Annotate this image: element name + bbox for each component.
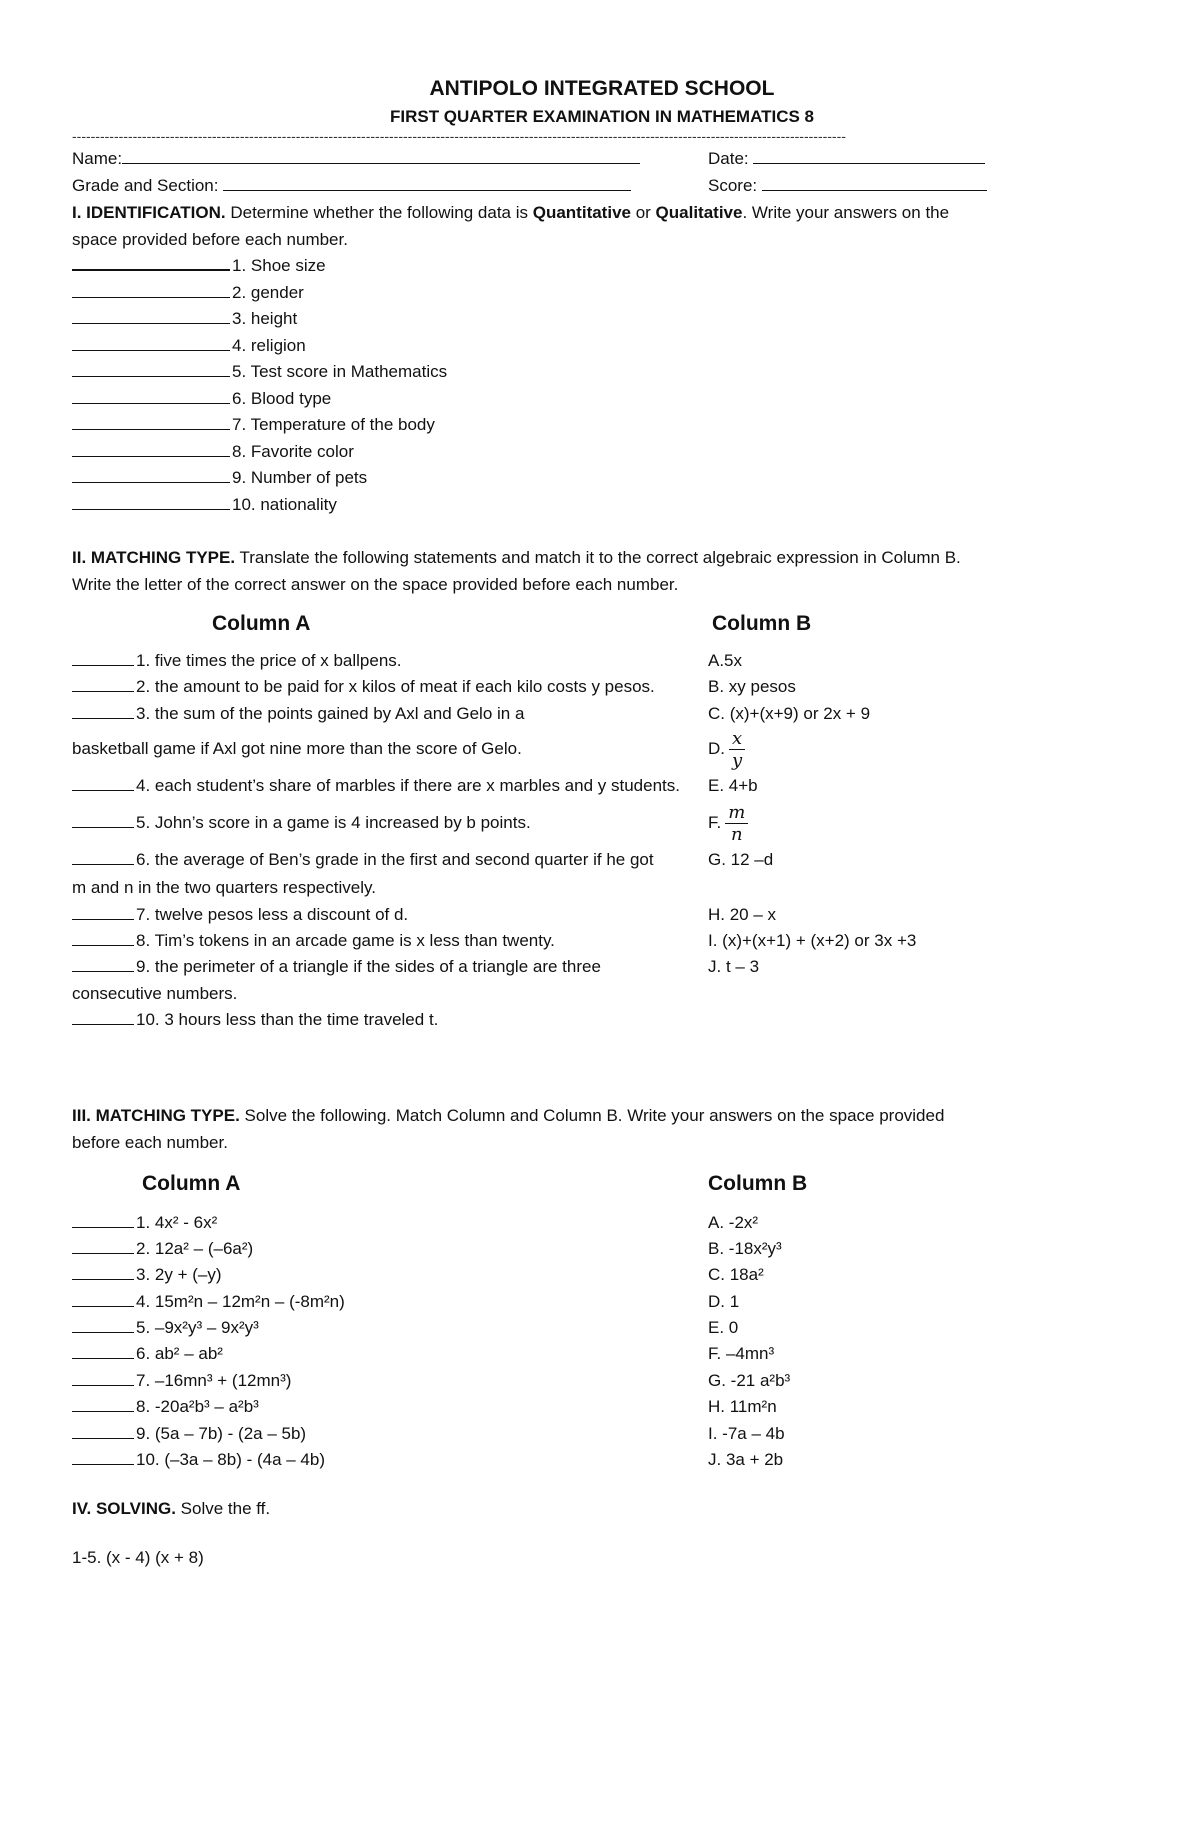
table-row [72, 1368, 1132, 1394]
column-a-item: 9. the perimeter of a triangle if the sides of a triangle are three [136, 957, 601, 977]
table-row [72, 1007, 1132, 1033]
column-a-item: 6. the average of Ben’s grade in the first and second quarter if he got [136, 850, 654, 870]
table-row [72, 801, 1132, 845]
column-a-item: 2. the amount to be paid for x kilos of meat if each kilo costs y pesos. [136, 677, 655, 697]
column-a-item: 4. each student’s share of marbles if there are x marbles and y students. [136, 776, 680, 796]
item-text: 3. height [232, 309, 298, 328]
column-b-item: G. -21 a²b³ [708, 1370, 791, 1390]
fraction-numerator: x [729, 730, 745, 750]
table-row [72, 981, 1132, 1007]
list-item [72, 359, 1132, 386]
column-a-item-continued: m and n in the two quarters respectively. [72, 878, 376, 898]
column-b-item [708, 801, 1132, 845]
column-a-item: 5. John’s score in a game is 4 increased by b points. [136, 813, 531, 833]
table-row [72, 845, 1132, 875]
answer-blank[interactable] [72, 253, 230, 271]
column-a-header: Column A [142, 1171, 241, 1195]
answer-blank[interactable] [72, 1008, 134, 1025]
table-row [72, 1210, 1132, 1236]
column-a-item: 5. –9x²y³ – 9x²y³ [136, 1318, 259, 1338]
part1-list [72, 253, 1132, 518]
part3-title: III. MATCHING TYPE. [72, 1105, 240, 1125]
list-item [72, 280, 1132, 307]
list-item [72, 253, 1132, 280]
table-row [72, 771, 1132, 801]
item-text: 9. Number of pets [232, 468, 368, 487]
part2-instr-a: Translate the following statements and match it to the correct algebraic expression in Column B. [235, 548, 961, 567]
fraction-x-over-y [729, 727, 745, 771]
score-blank[interactable] [762, 174, 987, 191]
grade-label: Grade and Section: [72, 175, 219, 195]
list-item [72, 333, 1132, 360]
table-row [72, 1421, 1132, 1447]
grade-score-row [72, 173, 1132, 200]
answer-blank[interactable] [72, 466, 230, 483]
answer-blank[interactable] [72, 774, 134, 791]
name-label: Name: [72, 149, 123, 168]
part4-title: IV. SOLVING. [72, 1499, 176, 1519]
column-b-item: C. 18a² [708, 1265, 764, 1285]
grade-blank[interactable] [223, 174, 631, 191]
column-a-item: 6. ab² – ab² [136, 1344, 223, 1364]
part3-column-headers [72, 1164, 1132, 1204]
option-d-label: D. [708, 739, 725, 759]
column-b-item: B. -18x²y³ [708, 1238, 782, 1258]
part2-table [72, 648, 1132, 1034]
column-a-item: 8. Tim’s tokens in an arcade game is x less than twenty. [136, 930, 555, 950]
item-text: 8. Favorite color [232, 441, 354, 461]
answer-blank[interactable] [72, 1369, 134, 1386]
table-row [72, 875, 1132, 901]
answer-blank[interactable] [72, 1448, 134, 1465]
item-text: 2. gender [232, 282, 304, 302]
column-b-item: H. 20 – x [708, 904, 777, 924]
answer-blank[interactable] [72, 1263, 134, 1280]
column-b-item: I. -7a – 4b [708, 1423, 785, 1443]
divider: ---------------------------------------------------------------------------------------------------------------------------------------------------------------------- [72, 130, 846, 144]
answer-blank[interactable] [72, 387, 230, 404]
list-item [72, 386, 1132, 413]
answer-blank[interactable] [72, 1342, 134, 1359]
table-row [72, 648, 1132, 674]
column-a-item: 7. twelve pesos less a discount of d. [136, 904, 409, 924]
qualitative-word: Qualitative [655, 203, 743, 222]
column-b-item: E. 0 [708, 1318, 739, 1338]
answer-blank[interactable] [72, 675, 134, 692]
answer-blank[interactable] [72, 493, 230, 510]
column-b-item: A. -2x² [708, 1212, 759, 1232]
answer-blank[interactable] [72, 1422, 134, 1439]
answer-blank[interactable] [72, 702, 134, 719]
part2-title: II. MATCHING TYPE. [72, 548, 236, 567]
item-text: 6. Blood type [232, 388, 332, 408]
answer-blank[interactable] [72, 1211, 134, 1228]
table-row [72, 1394, 1132, 1420]
answer-blank[interactable] [72, 281, 230, 298]
answer-blank[interactable] [72, 1237, 134, 1254]
or-word: or [630, 203, 656, 222]
column-b-header: Column B [708, 1171, 808, 1195]
column-b-header: Column B [712, 612, 812, 635]
part1-instr-b: . Write your answers on the [742, 203, 950, 222]
answer-blank[interactable] [72, 413, 230, 430]
answer-blank[interactable] [72, 848, 134, 865]
column-b-item: F. –4mn³ [708, 1344, 775, 1364]
answer-blank[interactable] [72, 929, 134, 946]
quantitative-word: Quantitative [532, 203, 631, 222]
answer-blank[interactable] [72, 955, 134, 972]
answer-blank[interactable] [72, 334, 230, 351]
column-a-item: 7. –16mn³ + (12mn³) [136, 1370, 292, 1390]
answer-blank[interactable] [72, 903, 134, 920]
name-date-row [72, 146, 1132, 173]
column-a-item: 3. 2y + (–y) [136, 1265, 222, 1285]
school-name: ANTIPOLO INTEGRATED SCHOOL [429, 77, 775, 100]
fraction-denominator: n [730, 823, 743, 845]
table-row [72, 954, 1132, 980]
list-item [72, 492, 1132, 519]
column-a-item: 10. (–3a – 8b) - (4a – 4b) [136, 1450, 326, 1470]
part3-instructions [72, 1102, 1132, 1156]
item-text: 5. Test score in Mathematics [232, 362, 448, 381]
list-item [72, 306, 1132, 333]
part1-instr-c: space provided before each number. [72, 230, 348, 249]
exam-title: FIRST QUARTER EXAMINATION IN MATHEMATICS 8 [389, 107, 815, 126]
date-label: Date: [708, 149, 749, 168]
answer-blank[interactable] [72, 1290, 134, 1307]
part3-instr-a: Solve the following. Match Column and Column B. Write your answers on the space provided [239, 1105, 945, 1125]
column-b-item: H. 11m²n [708, 1397, 777, 1417]
table-row [72, 1236, 1132, 1262]
answer-blank[interactable] [72, 1395, 134, 1412]
part1-instr-a: Determine whether the following data is [225, 203, 533, 222]
table-row [72, 1289, 1132, 1315]
fraction-numerator: m [725, 804, 748, 824]
part4-item: 1-5. (x - 4) (x + 8) [72, 1548, 204, 1568]
column-b-item: E. 4+b [708, 776, 758, 796]
table-row [72, 674, 1132, 700]
answer-blank[interactable] [72, 1316, 134, 1333]
column-b-item [708, 727, 1132, 771]
column-b-item: A.5x [708, 651, 743, 670]
column-b-item: C. (x)+(x+9) or 2x + 9 [708, 703, 871, 723]
part4-instructions [72, 1495, 1132, 1522]
column-a-item-continued: basketball game if Axl got nine more than the score of Gelo. [72, 739, 522, 759]
part1-instructions [72, 199, 1132, 253]
item-text: 7. Temperature of the body [232, 415, 435, 434]
table-row [72, 902, 1132, 928]
column-b-item: G. 12 –d [708, 850, 774, 870]
answer-blank[interactable] [72, 440, 230, 457]
answer-blank[interactable] [72, 307, 230, 324]
column-b-item: J. 3a + 2b [708, 1450, 784, 1470]
table-row [72, 1315, 1132, 1341]
list-item [72, 412, 1132, 439]
column-b-item: I. (x)+(x+1) + (x+2) or 3x +3 [708, 930, 917, 950]
table-row [72, 1341, 1132, 1367]
item-text: 10. nationality [232, 494, 337, 514]
table-row [72, 701, 1132, 727]
column-a-header: Column A [212, 612, 311, 635]
column-a-item: 1. 4x² - 6x² [136, 1212, 218, 1232]
part2-column-headers [72, 604, 1132, 644]
part3-table [72, 1210, 1132, 1474]
fraction-m-over-n [725, 801, 748, 845]
date-blank[interactable] [753, 147, 985, 164]
answer-blank[interactable] [72, 360, 230, 377]
name-blank[interactable] [122, 147, 640, 164]
column-a-item: 2. 12a² – (–6a²) [136, 1238, 254, 1258]
list-item [72, 465, 1132, 492]
column-a-item: 10. 3 hours less than the time traveled t. [136, 1010, 439, 1030]
exam-page [72, 74, 1132, 1571]
answer-blank[interactable] [72, 811, 134, 828]
option-f-label: F. [708, 813, 722, 833]
column-a-item: 1. five times the price of x ballpens. [136, 651, 402, 670]
score-label: Score: [708, 175, 758, 195]
table-row [72, 928, 1132, 954]
answer-blank[interactable] [72, 649, 134, 666]
part2-instructions [72, 544, 1132, 598]
fraction-denominator: y [731, 749, 743, 771]
table-row [72, 1447, 1132, 1473]
part2-instr-b: Write the letter of the correct answer on the space provided before each number. [72, 575, 679, 594]
column-a-item: 3. the sum of the points gained by Axl and Gelo in a [136, 703, 525, 723]
column-b-item: B. xy pesos [708, 677, 796, 697]
item-text: 4. religion [232, 335, 306, 355]
table-row [72, 1262, 1132, 1288]
column-a-item-continued: consecutive numbers. [72, 983, 238, 1003]
column-a-item: 4. 15m²n – 12m²n – (-8m²n) [136, 1291, 345, 1311]
column-a-item: 8. -20a²b³ – a²b³ [136, 1397, 259, 1417]
item-text: 1. Shoe size [232, 256, 326, 275]
column-b-item: J. t – 3 [708, 957, 760, 977]
column-b-item: D. 1 [708, 1291, 740, 1311]
part4-instr: Solve the ff. [175, 1499, 271, 1519]
list-item [72, 439, 1132, 466]
table-row [72, 727, 1132, 771]
column-a-item: 9. (5a – 7b) - (2a – 5b) [136, 1423, 307, 1443]
part3-instr-b: before each number. [72, 1132, 228, 1152]
part1-title: I. IDENTIFICATION. [72, 203, 226, 222]
